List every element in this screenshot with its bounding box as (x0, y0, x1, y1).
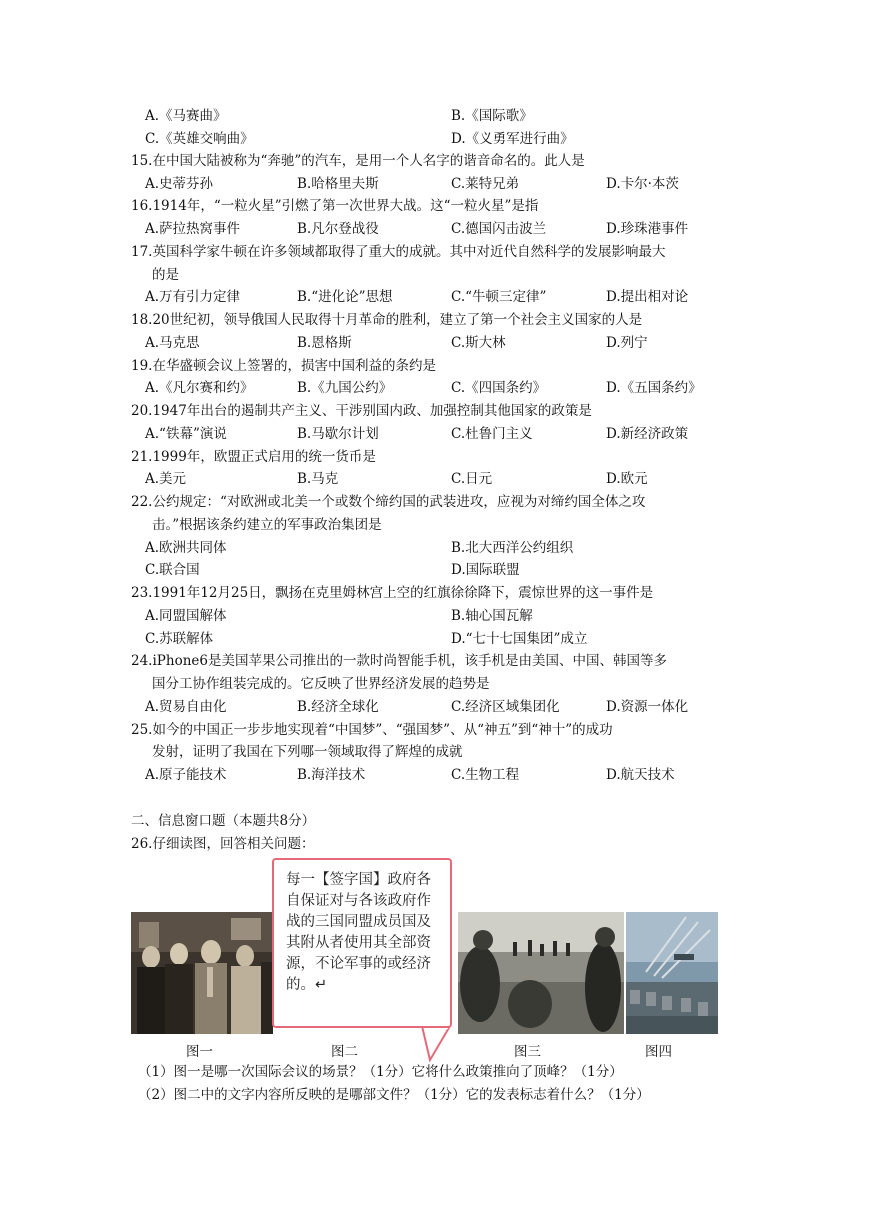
q22-stem-continued: 击。”根据该条约建立的军事政治集团是 (152, 517, 382, 533)
q17-option-a: A.万有引力定律 (145, 289, 241, 305)
q17-option-b: B.“进化论”思想 (297, 289, 393, 305)
q22-stem: 22.公约规定：“对欧洲或北美一个或数个缔约国的武装进攻，应视为对缔约国全体之攻 (131, 494, 646, 510)
q23-option-b: B.轴心国瓦解 (451, 608, 533, 624)
q15-option-a: A.史蒂芬孙 (145, 176, 214, 192)
figure-2-callout: 每一【签字国】政府各自保证对与各该政府作战的三国同盟成员国及其附从者使用其全部资源，不论军事的或经济的。↵ (272, 858, 452, 1028)
q16-stem: 16.1914年，“一粒火星”引燃了第一次世界大战。这“一粒火星”是指 (131, 198, 539, 214)
q14-option-a: A.《马赛曲》 (145, 108, 227, 124)
q15-option-d: D.卡尔·本茨 (606, 176, 679, 192)
q25-stem-continued: 发射，证明了我国在下列哪一领域取得了辉煌的成就 (152, 744, 463, 760)
q21-option-b: B.马克 (297, 471, 339, 487)
q19-option-a: A.《凡尔赛和约》 (145, 380, 254, 396)
q22-option-a: A.欧洲共同体 (145, 540, 227, 556)
q21-option-a: A.美元 (145, 471, 187, 487)
q26-subquestion-1: （1）图一是哪一次国际会议的场景？（1分）它将什么政策推向了顶峰？（1分） (138, 1064, 623, 1080)
q21-option-d: D.欧元 (606, 471, 648, 487)
q24-option-d: D.资源一体化 (606, 699, 689, 715)
q22-option-c: C.联合国 (145, 562, 200, 578)
q16-option-d: D.珍珠港事件 (606, 221, 689, 237)
q15-option-c: C.莱特兄弟 (451, 176, 520, 192)
q20-option-b: B.马歇尔计划 (297, 426, 379, 442)
q23-stem: 23.1991年12月25日，飘扬在克里姆林宫上空的红旗徐徐降下，震惊世界的这一事件是 (131, 585, 654, 601)
q19-option-b: B.《九国公约》 (297, 380, 393, 396)
caption-figure-4: 图四 (645, 1044, 672, 1060)
q18-stem: 18.20世纪初，领导俄国人民取得十月革命的胜利，建立了第一个社会主义国家的人是 (131, 312, 643, 328)
q18-option-d: D.列宁 (606, 335, 648, 351)
q16-option-c: C.德国闪击波兰 (451, 221, 547, 237)
q23-option-a: A.同盟国解体 (145, 608, 227, 624)
q24-option-a: A.贸易自由化 (145, 699, 227, 715)
q22-option-d: D.国际联盟 (451, 562, 520, 578)
q14-option-d: D.《义勇军进行曲》 (451, 131, 574, 147)
callout-pointer (418, 1024, 462, 1064)
q25-stem: 25.如今的中国正一步步地实现着“中国梦”、“强国梦”、从“神五”到“神十”的成功 (131, 722, 613, 738)
q21-option-c: C.日元 (451, 471, 493, 487)
q25-option-b: B.海洋技术 (297, 767, 366, 783)
q18-option-b: B.恩格斯 (297, 335, 352, 351)
q25-option-c: C.生物工程 (451, 767, 520, 783)
figure-4-photo (626, 912, 718, 1034)
q20-option-c: C.杜鲁门主义 (451, 426, 533, 442)
q24-option-c: C.经济区域集团化 (451, 699, 560, 715)
q19-stem: 19.在华盛顿会议上签署的，损害中国利益的条约是 (131, 358, 436, 374)
q14-option-c: C.《英雄交响曲》 (145, 131, 254, 147)
q23-option-d: D.“七十七国集团”成立 (451, 631, 588, 647)
q25-option-a: A.原子能技术 (145, 767, 227, 783)
figure-1-photo (131, 912, 273, 1034)
q21-stem: 21.1999年，欧盟正式启用的统一货币是 (131, 449, 376, 465)
q16-option-a: A.萨拉热窝事件 (145, 221, 241, 237)
q26-subquestion-2: （2）图二中的文字内容所反映的是哪部文件？（1分）它的发表标志着什么？（1分） (138, 1087, 650, 1103)
q15-option-b: B.哈格里夫斯 (297, 176, 379, 192)
q23-option-c: C.苏联解体 (145, 631, 214, 647)
q19-option-c: C.《四国条约》 (451, 380, 547, 396)
q24-stem-continued: 国分工协作组装完成的。它反映了世界经济发展的趋势是 (152, 676, 490, 692)
section-2-title: 二、信息窗口题（本题共8分） (131, 813, 316, 829)
q14-option-b: B.《国际歌》 (451, 108, 533, 124)
q16-option-b: B.凡尔登战役 (297, 221, 379, 237)
caption-figure-3: 图三 (514, 1044, 541, 1060)
q20-option-d: D.新经济政策 (606, 426, 689, 442)
q20-option-a: A.“铁幕”演说 (145, 426, 227, 442)
q15-stem: 15.在中国大陆被称为“奔驰”的汽车，是用一个人名字的谐音命名的。此人是 (131, 153, 585, 169)
figure-3-photo (458, 912, 624, 1034)
q25-option-d: D.航天技术 (606, 767, 675, 783)
q24-option-b: B.经济全球化 (297, 699, 379, 715)
caption-figure-2: 图二 (331, 1044, 358, 1060)
q17-option-c: C.“牛顿三定律” (451, 289, 547, 305)
caption-figure-1: 图一 (186, 1044, 213, 1060)
q17-stem: 17.英国科学家牛顿在许多领域都取得了重大的成就。其中对近代自然科学的发展影响最大 (131, 244, 666, 260)
q18-option-c: C.斯大林 (451, 335, 506, 351)
q20-stem: 20.1947年出台的遏制共产主义、干涉别国内政、加强控制其他国家的政策是 (131, 403, 592, 419)
q26-stem: 26.仔细读图，回答相关问题： (131, 836, 315, 852)
q19-option-d: D.《五国条约》 (606, 380, 702, 396)
q18-option-a: A.马克思 (145, 335, 200, 351)
q17-option-d: D.提出相对论 (606, 289, 689, 305)
q22-option-b: B.北大西洋公约组织 (451, 540, 574, 556)
q17-stem-continued: 的是 (152, 267, 179, 283)
q24-stem: 24.iPhone6是美国苹果公司推出的一款时尚智能手机，该手机是由美国、中国、韩国等多 (131, 653, 667, 669)
